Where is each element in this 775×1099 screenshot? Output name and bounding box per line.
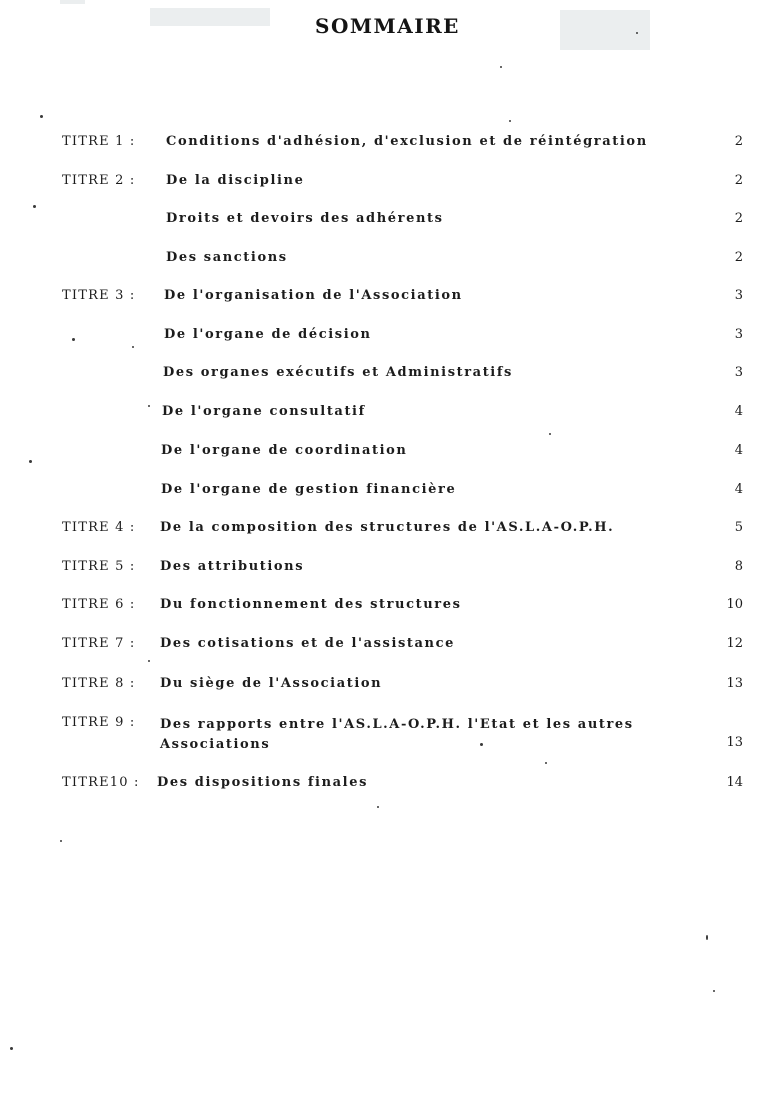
toc-entry-label: TITRE 1 :	[62, 134, 136, 149]
toc-entry-text: Des cotisations et de l'assistance	[160, 636, 455, 651]
toc-entry-page: 4	[734, 404, 743, 419]
toc-entry-label: TITRE 4 :	[62, 520, 136, 535]
toc-entry-text: De la discipline	[166, 173, 305, 188]
toc-entry	[0, 404, 775, 426]
scan-speck	[480, 743, 483, 746]
toc-entry-text: Droits et devoirs des adhérents	[166, 211, 444, 226]
scan-speck	[636, 32, 638, 34]
toc-entry	[0, 288, 775, 310]
scan-speck	[377, 806, 379, 808]
toc-entry-text: De l'organe de gestion financière	[161, 482, 457, 497]
toc-entry-page: 2	[734, 134, 743, 149]
toc-entry	[0, 250, 775, 272]
toc-entry-page: 13	[726, 676, 743, 691]
toc-entry	[0, 173, 775, 195]
toc-entry-text: Des rapports entre l'AS.L.A-O.P.H. l'Etat et les autres Associations	[160, 717, 634, 752]
toc-entry-label: TITRE 2 :	[62, 173, 136, 188]
toc-entry-text: Des sanctions	[166, 250, 288, 265]
toc-entry-page: 8	[734, 559, 743, 574]
toc-entry-text: Des organes exécutifs et Administratifs	[163, 365, 513, 380]
toc-entry-page: 2	[734, 250, 743, 265]
toc-entry-page: 12	[726, 636, 743, 651]
toc-entry	[0, 134, 775, 156]
toc-entry-page: 4	[734, 482, 743, 497]
toc-entry-page: 13	[726, 735, 743, 750]
toc-entry-page: 4	[734, 443, 743, 458]
scan-speck	[713, 990, 715, 992]
toc-entry-text: De l'organe de coordination	[161, 443, 408, 458]
toc-entry-label: TITRE 9 :	[62, 715, 136, 730]
toc-entry-page: 5	[734, 520, 743, 535]
scan-speck	[549, 433, 551, 435]
toc-entry-text: Conditions d'adhésion, d'exclusion et de réintégration	[166, 134, 648, 149]
toc-entry-text: Des dispositions finales	[157, 775, 368, 790]
toc-entry-text: De l'organe consultatif	[162, 404, 366, 419]
toc-entry-label: TITRE10 :	[62, 775, 140, 790]
toc-entry-label: TITRE 3 :	[62, 288, 136, 303]
toc-entry-text: Du siège de l'Association	[160, 676, 383, 691]
toc-entry-page: 3	[734, 288, 743, 303]
scan-speck	[29, 460, 32, 463]
toc-entry	[0, 676, 775, 698]
scan-speck	[60, 840, 62, 842]
toc-entry	[0, 443, 775, 465]
toc-entry	[0, 365, 775, 387]
toc-entry	[0, 211, 775, 233]
scan-speck	[545, 762, 547, 764]
scan-speck	[148, 660, 150, 662]
toc-entry	[0, 559, 775, 581]
toc-entry-text: De l'organe de décision	[164, 327, 372, 342]
scan-speck	[148, 405, 150, 407]
toc-entry	[0, 715, 775, 759]
toc-entry-label: TITRE 7 :	[62, 636, 136, 651]
toc-entry	[0, 327, 775, 349]
toc-entry-label: TITRE 6 :	[62, 597, 136, 612]
toc-entry	[0, 775, 775, 797]
toc-entry	[0, 636, 775, 658]
toc-entry	[0, 597, 775, 619]
scan-speck	[500, 66, 502, 68]
scan-speck	[132, 346, 134, 348]
toc-entry-page: 14	[726, 775, 743, 790]
toc-entry	[0, 520, 775, 542]
page-title: SOMMAIRE	[315, 14, 460, 38]
toc-entry-text: Des attributions	[160, 559, 305, 574]
scan-speck	[72, 338, 75, 341]
toc-entry-text: De la composition des structures de l'AS.L.A-O.P.H.	[160, 520, 615, 535]
toc-entry-page: 2	[734, 211, 743, 226]
toc-entry-page: 3	[734, 365, 743, 380]
toc-entry-page: 2	[734, 173, 743, 188]
toc-entry-page: 3	[734, 327, 743, 342]
toc-entry	[0, 482, 775, 504]
scan-speck	[10, 1047, 13, 1050]
scan-speck	[40, 115, 43, 118]
toc-entry-text: Du fonctionnement des structures	[160, 597, 462, 612]
scan-speck	[33, 205, 36, 208]
scan-speck	[509, 120, 511, 122]
toc-entry-label: TITRE 8 :	[62, 676, 136, 691]
scan-speck	[706, 935, 708, 940]
scan-noise	[60, 0, 85, 4]
toc-entry-text: De l'organisation de l'Association	[164, 288, 463, 303]
toc-entry-page: 10	[726, 597, 743, 612]
toc-entry-label: TITRE 5 :	[62, 559, 136, 574]
